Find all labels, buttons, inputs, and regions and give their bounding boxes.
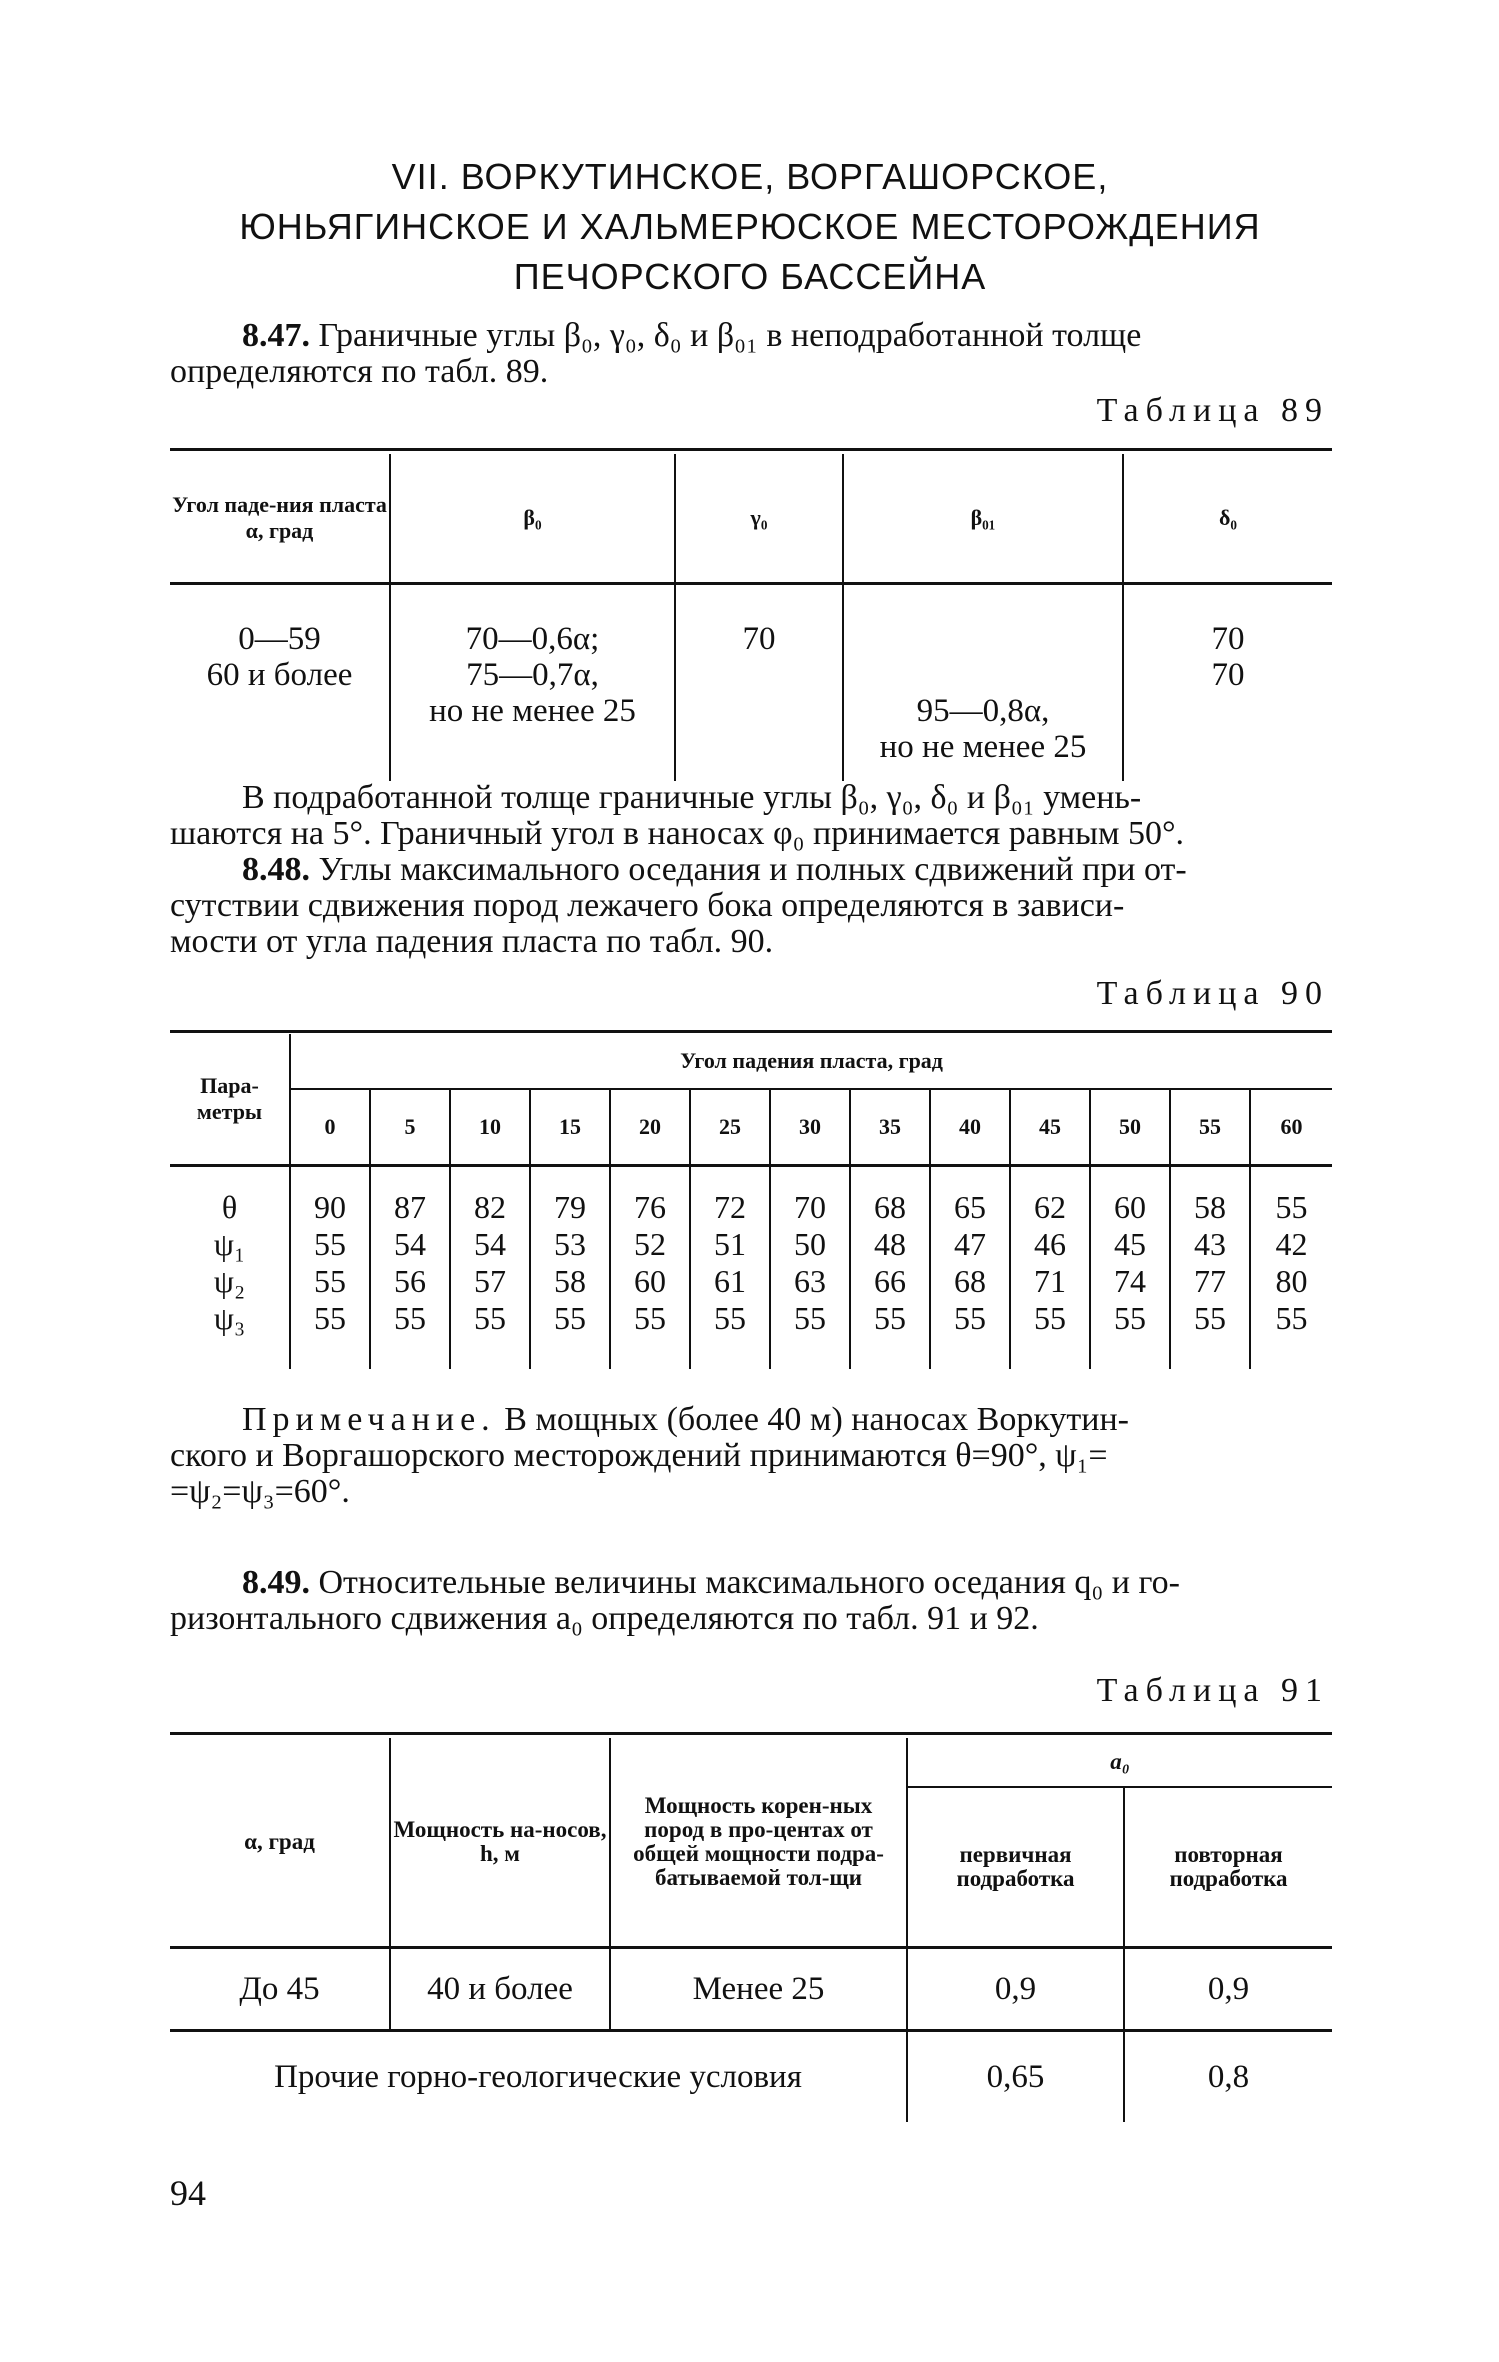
- value-column: [690, 1166, 770, 1370]
- cell-delta0: [1123, 584, 1332, 782]
- table-rule: [170, 1732, 1332, 1735]
- angle-header: 55: [1170, 1089, 1250, 1166]
- chapter-heading: [170, 152, 1330, 302]
- table-91-caption: Таблица 91: [1096, 1672, 1329, 1709]
- angle-header: 30: [770, 1089, 850, 1166]
- value-column: [1170, 1166, 1250, 1370]
- cell-angle: [170, 584, 390, 782]
- cell-value: 77: [1194, 1263, 1226, 1299]
- cell-value: 63: [794, 1263, 826, 1299]
- cell-value: 58: [1194, 1189, 1226, 1225]
- cell-value: 55: [794, 1300, 826, 1336]
- angle-header: 60: [1250, 1089, 1332, 1166]
- cell-value: Менее 25: [610, 1948, 907, 2031]
- heading-line: ПЕЧОРСКОГО БАССЕЙНА: [513, 256, 987, 297]
- cell-beta0: [390, 584, 675, 782]
- table-row: [170, 1948, 1332, 2031]
- para-text: Углы максимального оседания и полных сдвижений при от-: [310, 851, 1187, 888]
- param-label: θ: [221, 1189, 238, 1225]
- table-row: [170, 1166, 1332, 1370]
- cell-value: 54: [394, 1226, 426, 1262]
- param-column: [170, 1166, 290, 1370]
- header-gamma0: γ₀: [675, 454, 843, 584]
- cell-value: 40 и более: [390, 1948, 610, 2031]
- angle-header: 10: [450, 1089, 530, 1166]
- value-column: [1250, 1166, 1332, 1370]
- table-rule: [170, 1030, 1332, 1033]
- cell-value: 55: [314, 1300, 346, 1336]
- cell-value: 55: [1114, 1300, 1146, 1336]
- heading-line: VII. ВОРКУТИНСКОЕ, ВОРГАШОРСКОЕ,: [391, 156, 1109, 197]
- cell-value: 55: [1275, 1189, 1308, 1225]
- cell-value: 55: [1034, 1300, 1066, 1336]
- value-column: [770, 1166, 850, 1370]
- cell-value: 42: [1275, 1226, 1308, 1262]
- header-beta0: β₀: [390, 454, 675, 584]
- cell-value: 55: [554, 1300, 586, 1336]
- cell-value: 80: [1275, 1263, 1308, 1299]
- cell-value: 58: [554, 1263, 586, 1299]
- para-text: определяются по табл. 89.: [170, 353, 549, 390]
- para-text: Относительные величины максимального оседания q₀ и го-: [310, 1564, 1180, 1601]
- cell-value: 45: [1114, 1226, 1146, 1262]
- para-text: =ψ₂=ψ₃=60°.: [170, 1473, 350, 1510]
- cell-value: 55: [714, 1300, 746, 1336]
- note-label: Примечание.: [242, 1401, 496, 1438]
- section-number: 8.47.: [242, 317, 310, 354]
- heading-line: ЮНЬЯГИНСКОЕ И ХАЛЬМЕРЮСКОЕ МЕСТОРОЖДЕНИЯ: [239, 206, 1261, 247]
- cell-value: 55: [394, 1300, 426, 1336]
- angle-header: 25: [690, 1089, 770, 1166]
- cell-value: 70—0,6α;: [465, 621, 600, 657]
- header-overburden: Мощность на-носов, h, м: [390, 1738, 610, 1948]
- table-89-caption: Таблица 89: [1096, 392, 1329, 429]
- cell-value: 65: [954, 1189, 986, 1225]
- value-column: [610, 1166, 690, 1370]
- para-text: сутствии сдвижения пород лежачего бока определяются в зависи-: [170, 887, 1125, 924]
- para-text: В подработанной толще граничные углы β₀, γ₀, δ₀ и β₀₁ умень-: [242, 779, 1142, 816]
- para-text: Граничные углы β₀, γ₀, δ₀ и β₀₁ в неподработанной толще: [310, 317, 1142, 354]
- note: [170, 1402, 1330, 1510]
- angle-header: 20: [610, 1089, 690, 1166]
- cell-value: 95—0,8α,: [916, 693, 1050, 729]
- table-89: [170, 454, 1332, 781]
- cell-value: 61: [714, 1263, 746, 1299]
- cell-value: 55: [474, 1300, 506, 1336]
- angle-header-row: [170, 1089, 1332, 1166]
- angle-header: 0: [290, 1089, 370, 1166]
- cell-value: 82: [474, 1189, 506, 1225]
- cell-value: 55: [1275, 1300, 1308, 1336]
- value-column: [370, 1166, 450, 1370]
- cell-value: 55: [634, 1300, 666, 1336]
- cell-value: 75—0,7α,: [466, 657, 599, 693]
- page-number: 94: [170, 2173, 206, 2213]
- cell-value: 71: [1034, 1263, 1066, 1299]
- angle-header: 50: [1090, 1089, 1170, 1166]
- header-angle: Угол паде-ния пласта α, град: [170, 454, 390, 584]
- cell-value: 52: [634, 1226, 666, 1262]
- paragraph-8-47: [170, 318, 1330, 390]
- cell-value: 90: [314, 1189, 346, 1225]
- paragraph-8-48: [170, 852, 1330, 960]
- section-number: 8.48.: [242, 851, 310, 888]
- cell-value: 56: [394, 1263, 426, 1299]
- cell-value: 68: [874, 1189, 906, 1225]
- paragraph-undermined: [170, 780, 1330, 852]
- cell-value: 74: [1114, 1263, 1146, 1299]
- cell-value: 60: [1114, 1189, 1146, 1225]
- param-label: ψ₃: [213, 1300, 246, 1336]
- param-label: ψ₂: [213, 1263, 246, 1299]
- header-alpha: α, град: [170, 1738, 390, 1948]
- header-a0: a₀: [907, 1738, 1332, 1787]
- table-rule: [170, 448, 1332, 451]
- section-number: 8.49.: [242, 1564, 310, 1601]
- header-beta01: β₀₁: [843, 454, 1123, 584]
- table-row: [170, 2031, 1332, 2123]
- cell-value: 87: [394, 1189, 426, 1225]
- cell-value: 76: [634, 1189, 666, 1225]
- angle-header: 40: [930, 1089, 1010, 1166]
- header-primary: первичная подработка: [907, 1787, 1124, 1948]
- cell-value: 46: [1034, 1226, 1066, 1262]
- cell-value: но не менее 25: [429, 693, 636, 729]
- angle-header: 45: [1010, 1089, 1090, 1166]
- cell-gamma0: 70: [675, 584, 843, 782]
- cell-value: 43: [1194, 1226, 1226, 1262]
- cell-value: 55: [874, 1300, 906, 1336]
- table-91: [170, 1738, 1332, 2122]
- header-parameters: Пара-метры: [170, 1034, 290, 1166]
- cell-value: 0,65: [907, 2031, 1124, 2123]
- cell-value: 66: [874, 1263, 906, 1299]
- cell-value: 57: [474, 1263, 506, 1299]
- para-text: ского и Воргашорского месторождений принимаются θ=90°, ψ₁=: [170, 1437, 1108, 1474]
- value-column: [290, 1166, 370, 1370]
- angle-header: 5: [370, 1089, 450, 1166]
- value-column: [450, 1166, 530, 1370]
- cell-value: 70: [1211, 657, 1245, 693]
- cell-value: 55: [314, 1263, 346, 1299]
- header-repeat: повторная подработка: [1169, 1842, 1288, 1891]
- cell-value: 0,9: [907, 1948, 1124, 2031]
- value-column: [1010, 1166, 1090, 1370]
- cell-value: 50: [794, 1226, 826, 1262]
- cell-beta01: [843, 584, 1123, 782]
- cell-value: 72: [714, 1189, 746, 1225]
- header-angle-group: Угол падения пласта, град: [290, 1034, 1332, 1089]
- cell-value: 47: [954, 1226, 986, 1262]
- value-column: [930, 1166, 1010, 1370]
- cell-value: 0,9: [1124, 1948, 1332, 2031]
- cell-value: 79: [554, 1189, 586, 1225]
- angle-header: 15: [530, 1089, 610, 1166]
- cell-value: 55: [954, 1300, 986, 1336]
- para-text: шаются на 5°. Граничный угол в наносах φ₀ принимается равным 50°.: [170, 815, 1185, 852]
- cell-value: 60 и более: [206, 657, 353, 693]
- value-column: [530, 1166, 610, 1370]
- angle-header: 35: [850, 1089, 930, 1166]
- cell-value: 0,8: [1207, 2058, 1250, 2095]
- paragraph-8-49: [170, 1565, 1330, 1637]
- para-text: мости от угла падения пласта по табл. 90.: [170, 923, 774, 960]
- cell-value: 70: [794, 1189, 826, 1225]
- table-90-caption: Таблица 90: [1096, 975, 1329, 1012]
- cell-value: но не менее 25: [879, 729, 1087, 765]
- cell-value: 48: [874, 1226, 906, 1262]
- cell-value: 60: [634, 1263, 666, 1299]
- cell-other-conditions: Прочие горно-геологические условия: [170, 2031, 907, 2123]
- value-column: [1090, 1166, 1170, 1370]
- cell-value: 55: [1194, 1300, 1226, 1336]
- header-delta0: δ₀: [1123, 454, 1332, 584]
- cell-value: 51: [714, 1226, 746, 1262]
- cell-value: До 45: [170, 1948, 390, 2031]
- cell-value: 53: [554, 1226, 586, 1262]
- param-label: ψ₁: [213, 1226, 246, 1262]
- cell-value: 70: [1211, 621, 1245, 657]
- cell-value: 62: [1034, 1189, 1066, 1225]
- header-bedrock-percent: Мощность корен-ных пород в про-центах от общей мощности подра-батываемой тол-щи: [610, 1738, 907, 1948]
- cell-value: 55: [314, 1226, 346, 1262]
- para-text: В мощных (более 40 м) наносах Воркутин-: [495, 1401, 1129, 1438]
- para-text: ризонтального сдвижения a₀ определяются по табл. 91 и 92.: [170, 1600, 1039, 1637]
- table-90: [170, 1034, 1332, 1369]
- cell-value: 0—59: [238, 621, 321, 657]
- value-column: [850, 1166, 930, 1370]
- cell-value: 68: [954, 1263, 986, 1299]
- cell-value: 54: [474, 1226, 506, 1262]
